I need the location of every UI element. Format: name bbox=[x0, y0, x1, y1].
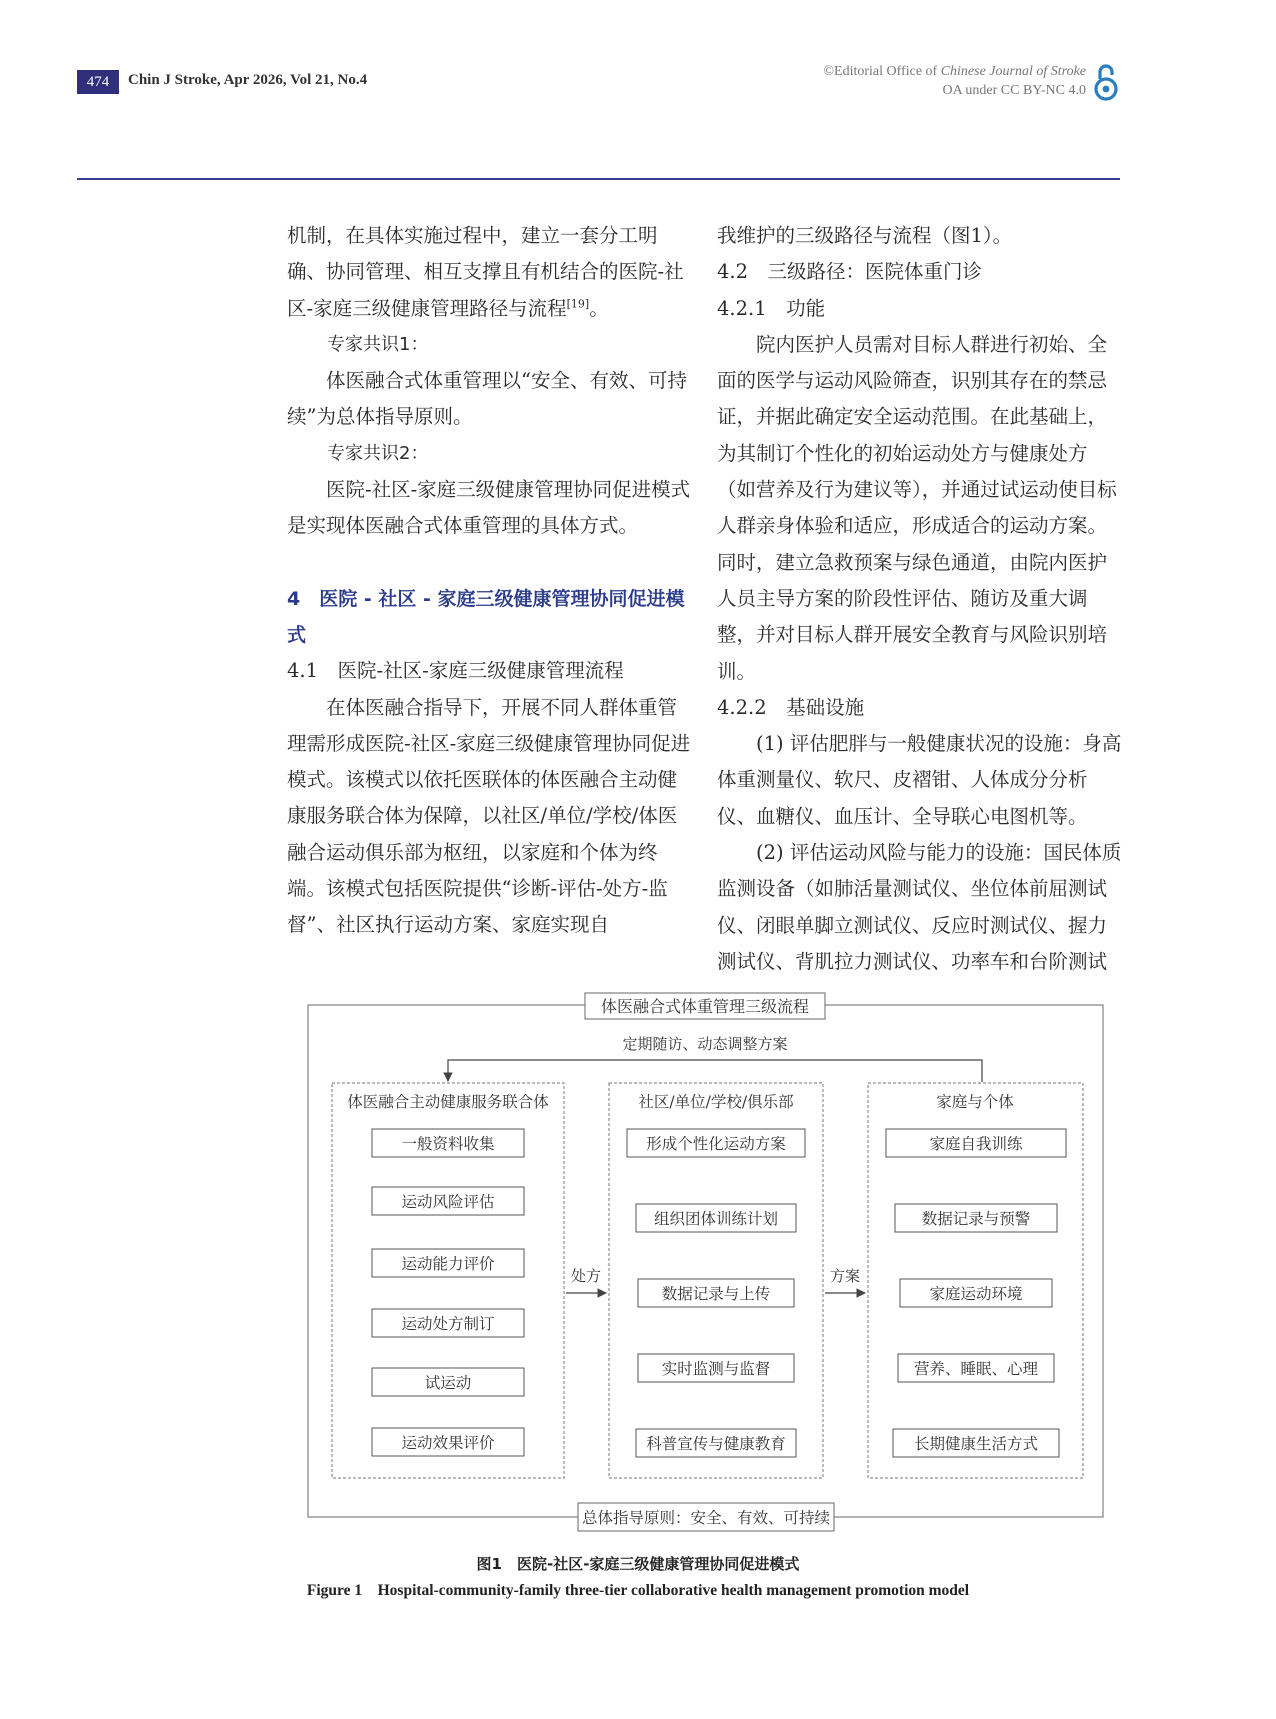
plan-arrow-label: 方案 bbox=[829, 1267, 861, 1285]
family-steps bbox=[886, 1129, 1066, 1457]
expert-consensus-1-label: 专家共识1： bbox=[327, 333, 429, 355]
license-text: OA under CC BY-NC 4.0 bbox=[942, 83, 1086, 98]
header-rule bbox=[77, 178, 1120, 180]
paragraph: 院内医护人员需对目标人群进行初始、全面的医学与运动风险筛查，识别其存在的禁忌证，并据此确定安全运动范围。在此基础上，为其制订个性化的初始运动处方与健康处方（如营养及行为建议等），并通过试运动使目标人群亲身体验和适应，形成适合的运动方案。同时，建立急救预案与绿色通道，由院内医护人员主导方案的阶段性评估、随访及重大调整，并对目标人群开展安全教育与风险识别培训。 bbox=[717, 332, 1117, 683]
guiding-principle: 总体指导原则：安全、有效、可持续 bbox=[581, 1509, 831, 1527]
spacer bbox=[287, 545, 692, 581]
section-4-1-heading: 4.1 医院-社区-家庭三级健康管理流程 bbox=[287, 659, 624, 683]
step-label: 家庭自我训练 bbox=[929, 1135, 1023, 1153]
step-label: 营养、睡眠、心理 bbox=[913, 1360, 1039, 1378]
figure-1 bbox=[300, 985, 1110, 1535]
hospital-steps bbox=[372, 1129, 524, 1456]
section-4-2-2-heading: 4.2.2 基础设施 bbox=[717, 695, 865, 719]
hospital-column-title: 体医融合主动健康服务联合体 bbox=[347, 1093, 549, 1111]
step-label: 数据记录与预警 bbox=[921, 1210, 1031, 1228]
section-4-heading: 4 医院 - 社区 - 家庭三级健康管理协同促进模式 bbox=[287, 587, 685, 646]
figure-caption-en: Figure 1 Hospital-community-family three-tier collaborative health management promotion model bbox=[306, 1582, 970, 1599]
community-column-title: 社区/单位/学校/俱乐部 bbox=[638, 1093, 794, 1111]
paragraph: 在体医融合指导下，开展不同人群体重管理需形成医院-社区-家庭三级健康管理协同促进模式。该模式以依托医联体的体医融合主动健康服务联合体为保障，以社区/单位/学校/体医融合运动俱乐部为枢纽，以家庭和个体为终端。该模式包括医院提供“诊断-评估-处方-监督”、社区执行运动方案、家庭实现自 bbox=[287, 695, 691, 937]
expert-consensus-2-label: 专家共识2： bbox=[327, 442, 429, 464]
step-label: 科普宣传与健康教育 bbox=[646, 1435, 786, 1453]
step-label: 试运动 bbox=[424, 1374, 472, 1392]
feedback-label: 定期随访、动态调整方案 bbox=[622, 1035, 788, 1053]
step-label: 数据记录与上传 bbox=[661, 1285, 771, 1303]
copyright-prefix: ©Editorial Office of bbox=[823, 64, 941, 79]
right-column bbox=[717, 218, 1122, 980]
expert-consensus-1-text: 体医融合式体重管理以“安全、有效、可持续”为总体指导原则。 bbox=[287, 369, 687, 429]
step-label: 形成个性化运动方案 bbox=[646, 1135, 786, 1153]
section-4-2-heading: 4.2 三级路径：医院体重门诊 bbox=[717, 260, 983, 284]
page-number: 474 bbox=[77, 70, 119, 94]
paragraph: 我维护的三级路径与流程（图1）。 bbox=[717, 224, 1013, 247]
step-label: 长期健康生活方式 bbox=[913, 1435, 1039, 1453]
figure-title: 体医融合式体重管理三级流程 bbox=[600, 997, 810, 1016]
open-access-icon bbox=[1093, 62, 1119, 102]
community-steps bbox=[627, 1129, 805, 1457]
family-column-title: 家庭与个体 bbox=[936, 1093, 1014, 1111]
step-label: 运动处方制订 bbox=[401, 1315, 495, 1333]
feedback-arrow bbox=[448, 1060, 982, 1082]
flow-diagram bbox=[300, 985, 1110, 1535]
step-label: 组织团体训练计划 bbox=[653, 1210, 779, 1228]
prescription-arrow-label: 处方 bbox=[570, 1267, 602, 1285]
paragraph: (2) 评估运动风险与能力的设施：国民体质监测设备（如肺活量测试仪、坐位体前屈测试仪、闭眼单脚立测试仪、反应时测试仪、握力测试仪、背肌拉力测试仪、功率车和台阶测试 bbox=[717, 841, 1122, 973]
expert-consensus-2-text: 医院-社区-家庭三级健康管理协同促进模式是实现体医融合式体重管理的具体方式。 bbox=[287, 478, 691, 538]
step-label: 家庭运动环境 bbox=[929, 1285, 1023, 1303]
paragraph: (1) 评估肥胖与一般健康状况的设施：身高体重测量仪、软尺、皮褶钳、人体成分分析仪、血糖仪、血压计、全导联心电图机等。 bbox=[717, 732, 1122, 828]
paragraph: 机制，在具体实施过程中，建立一套分工明确、协同管理、相互支撑且有机结合的医院-社区-家庭三级健康管理路径与流程[19]。 bbox=[287, 224, 684, 320]
step-label: 实时监测与监督 bbox=[661, 1360, 771, 1378]
journal-citation: Chin J Stroke, Apr 2026, Vol 21, No.4 bbox=[128, 72, 368, 88]
figure-caption-cn: 图1 医院-社区-家庭三级健康管理协同促进模式 bbox=[476, 1555, 800, 1573]
step-label: 一般资料收集 bbox=[401, 1135, 495, 1153]
step-label: 运动效果评价 bbox=[401, 1434, 495, 1452]
step-label: 运动风险评估 bbox=[401, 1193, 495, 1211]
step-label: 运动能力评价 bbox=[401, 1255, 495, 1273]
reference-mark: [19] bbox=[566, 297, 590, 311]
copyright-journal: Chinese Journal of Stroke bbox=[940, 64, 1086, 79]
section-4-2-1-heading: 4.2.1 功能 bbox=[717, 296, 826, 320]
left-column bbox=[287, 218, 692, 944]
copyright-notice bbox=[823, 62, 1086, 100]
